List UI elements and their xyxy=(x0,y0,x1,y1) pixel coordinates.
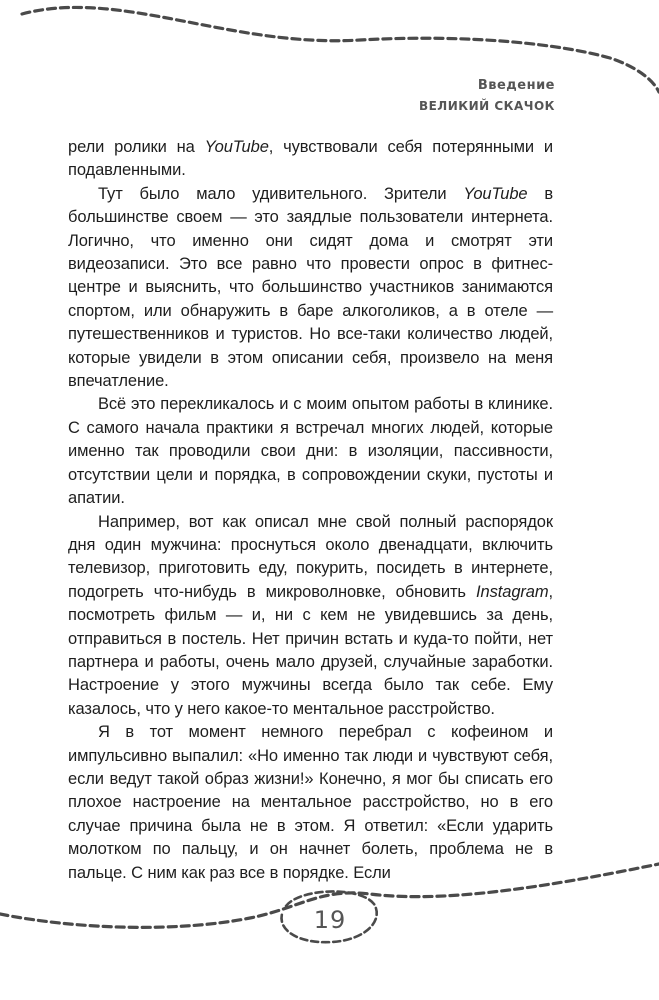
paragraph-4 xyxy=(68,511,553,722)
running-head xyxy=(419,76,555,116)
chapter-title: Введение xyxy=(477,78,555,93)
instagram-term: Instagram xyxy=(476,582,549,601)
paragraph-4-part-c: , посмотреть фильм — и, ни с кем не увидевшись за день, отправиться в постель. Нет причин встать и куда-то пойти, нет партнера и работы, очень мало друзей, случайные заработки. Настроение у этого мужчины всегда было так себе. Ему казалось, что у него какое-то ментальное расстройство. xyxy=(68,582,553,718)
paragraph-1-part-a: рели ролики на xyxy=(68,138,205,156)
page-number: 19 xyxy=(313,906,347,934)
section-title: ВЕЛИКИЙ СКАЧОК xyxy=(418,99,555,113)
paragraph-5: Я в тот момент немного перебрал с кофеином и импульсивно выпалил: «Но именно так люди и чувствуют себя, если ведут такой образ жизни!» Конечно, я мог бы списать его плохое настроение на ментальное расстройство, но в его случае причина была не в этом. Я ответил: «Если ударить молотком по пальцу, и он начнет болеть, проблема не в пальце. С ним как раз все в порядке. Если xyxy=(68,723,553,882)
paragraph-1-part-c: , чувствовали себя потерянными и подавленными. xyxy=(68,138,553,180)
paragraph-4-part-a: Например, вот как описал мне свой полный распорядок дня один мужчина: проснуться около двенадцати, включить телевизор, приготовить еду, покурить, посидеть в интернете, подогреть что-нибудь в микроволновке, обновить xyxy=(68,512,553,601)
youtube-term: YouTube xyxy=(463,184,528,203)
paragraph-2 xyxy=(68,183,553,394)
paragraph-2-part-a: Тут было мало удивительного. Зрители xyxy=(98,184,464,203)
paragraph-2-part-c: в большинстве своем — это заядлые пользователи интернета. Логично, что именно они сидят дома и смотрят эти видеозаписи. Это все равно что провести опрос в фитнес-центре и выяснить, что большинство участников занимаются спортом, или обнаружить в баре алкоголиков, а в отеле — путешественников и туристов. Но все-таки количество людей, которые увидели в этом описании себя, произвело на меня впечатление. xyxy=(68,184,553,391)
paragraph-3: Всё это перекликалось и с моим опытом работы в клинике. С самого начала практики я встречал многих людей, которые именно так проводили свои дни: в изоляции, пассивности, отсутствии цели и порядка, в сопровождении скуки, пустоты и апатии. xyxy=(68,395,553,508)
youtube-term: YouTube xyxy=(204,138,269,156)
top-dashed-wave xyxy=(22,7,659,92)
paragraph-1 xyxy=(68,136,553,183)
body-text xyxy=(68,136,553,885)
